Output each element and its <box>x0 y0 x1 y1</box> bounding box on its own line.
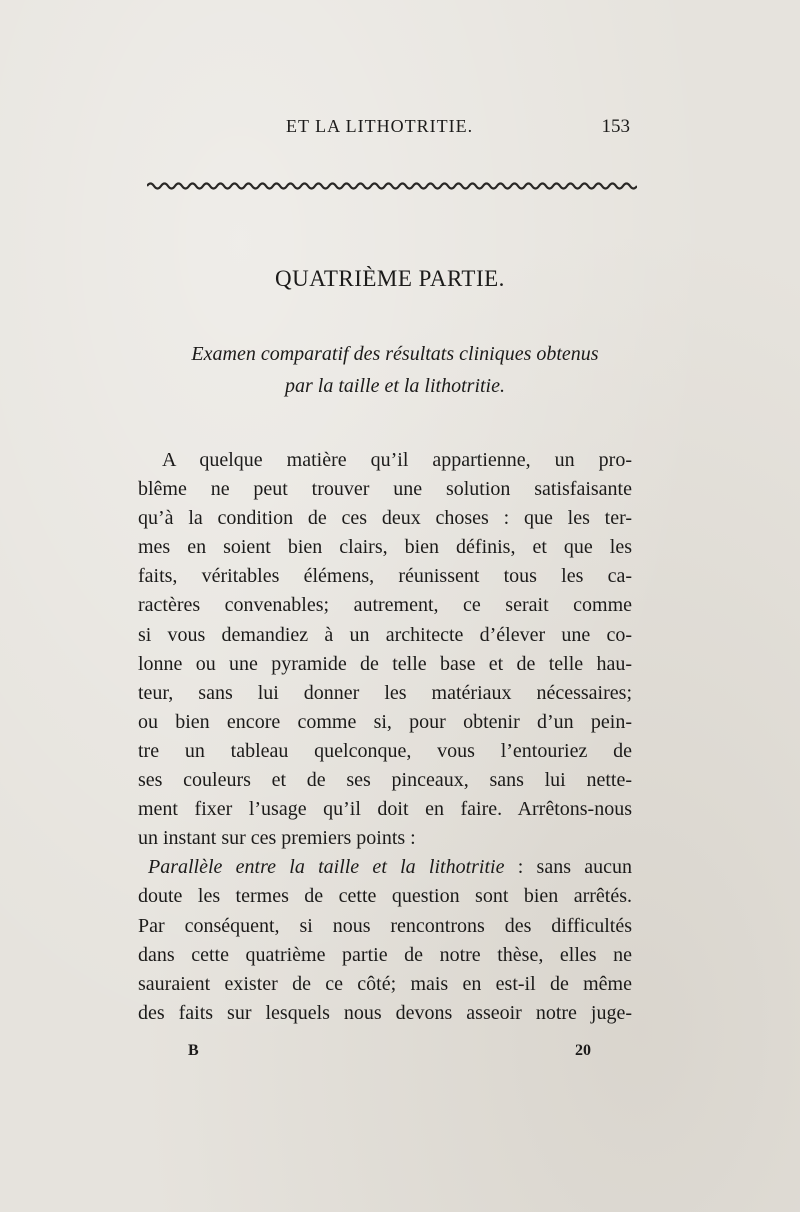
running-title: ET LA LITHOTRITIE. <box>286 116 474 136</box>
body-line: si vous demandiez à un architecte d’élever une co- <box>138 623 632 646</box>
body-text <box>138 446 632 1028</box>
body-line: ment fixer l’usage qu’il doit en faire. Arrêtons-nous <box>138 798 632 821</box>
part-subtitle <box>150 338 640 402</box>
page-number: 153 <box>601 116 630 137</box>
body-line: ou bien encore comme si, pour obtenir d’un pein- <box>138 710 632 733</box>
body-line: un instant sur ces premiers points : <box>138 827 416 850</box>
body-line: des faits sur lesquels nous devons asseoir notre juge- <box>138 1001 632 1024</box>
subtitle-line-2: par la taille et la lithotritie. <box>285 375 505 397</box>
body-line: mes en soient bien clairs, bien définis, et que les <box>138 536 632 559</box>
wavy-rule-ornament-icon <box>147 180 637 192</box>
body-line: dans cette quatrième partie de notre thèse, elles ne <box>138 943 632 966</box>
body-line: A quelque matière qu’il appartienne, un pro- <box>162 449 632 471</box>
body-line: faits, véritables élémens, réunissent tous les ca- <box>138 565 632 588</box>
running-head <box>160 116 640 144</box>
body-line: lonne ou une pyramide de telle base et de telle hau- <box>138 652 632 675</box>
part-title: QUATRIÈME PARTIE. <box>275 266 505 291</box>
body-line: tre un tableau quelconque, vous l’entouriez de <box>138 739 632 762</box>
body-line: sauraient exister de ce côté; mais en est-il de même <box>138 972 632 995</box>
body-line: doute les termes de cette question sont bien arrêtés. <box>138 885 632 908</box>
subtitle-line-1: Examen comparatif des résultats cliniques obtenus <box>191 343 599 365</box>
body-line: Par conséquent, si nous rencontrons des difficultés <box>138 914 632 937</box>
body-line: ses couleurs et de ses pinceaux, sans lui nette- <box>138 769 632 792</box>
sheet-number: 20 <box>575 1042 591 1059</box>
body-line: qu’à la condition de ces deux choses : que les ter- <box>138 507 632 530</box>
paragraph2-first-line-rest: : sans aucun <box>504 856 632 879</box>
body-line: blême ne peut trouver une solution satisfaisante <box>138 478 632 501</box>
body-line: ractères convenables; autrement, ce serait comme <box>138 594 632 617</box>
signature-mark: B <box>188 1042 199 1059</box>
italic-lead: Parallèle entre la taille et la lithotritie <box>148 856 505 879</box>
paragraph2-first-line <box>138 853 632 882</box>
body-line: teur, sans lui donner les matériaux nécessaires; <box>138 681 632 704</box>
